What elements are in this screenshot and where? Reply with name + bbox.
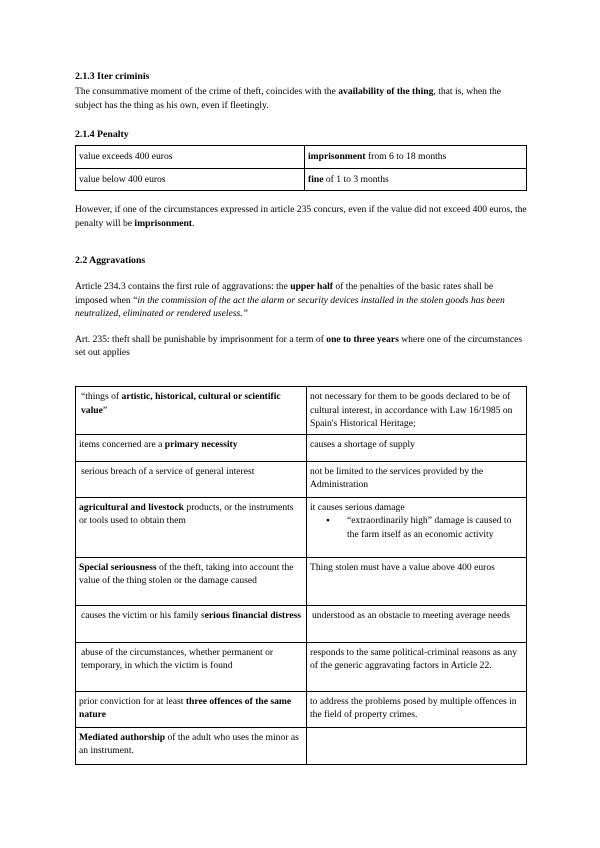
table-row xyxy=(76,605,527,642)
paragraph-article-235: Art. 235: theft shall be punishable by imprisonment for a term of one to three years where one of the circumstances set out applies xyxy=(75,333,523,359)
table-row xyxy=(76,691,527,727)
penalty-table xyxy=(75,145,527,191)
table-row xyxy=(76,168,527,191)
aggravations-table-wrap xyxy=(75,386,527,765)
table-cell: it causes serious damage ● “extraordinarily high” damage is caused to the farm itself as an economic activity xyxy=(307,497,527,557)
table-row xyxy=(76,434,527,461)
table-row xyxy=(76,461,527,497)
table-cell: causes the victim or his family serious financial distress xyxy=(76,605,307,642)
table-cell: responds to the same political-criminal reasons as any of the generic aggravating factors in Article 22. xyxy=(307,642,527,691)
table-cell: “things of artistic, historical, cultural or scientific value” xyxy=(76,387,307,435)
table-row xyxy=(76,387,527,435)
table-row xyxy=(76,145,527,168)
bullet-list xyxy=(310,514,523,541)
table-row xyxy=(76,727,527,764)
list-item: ● “extraordinarily high” damage is caused to the farm itself as an economic activity xyxy=(347,514,523,541)
heading-penalty: 2.1.4 Penalty xyxy=(75,129,129,140)
section-penalty xyxy=(75,128,527,230)
paragraph-penalty-note: However, if one of the circumstances expressed in article 235 concurs, even if the value did not exceed 400 euros, the penalty will be imprisonment. xyxy=(75,204,527,229)
table-cell: serious breach of a service of general interest xyxy=(76,461,307,497)
table-cell: fine of 1 to 3 months xyxy=(305,168,527,191)
table-cell: Thing stolen must have a value above 400 euros xyxy=(307,557,527,605)
table-cell: items concerned are a primary necessity xyxy=(76,434,307,461)
section-aggravations xyxy=(75,254,527,360)
table-cell: not necessary for them to be goods declared to be of cultural interest, in accordance with Law 16/1985 on Spain's Historical Heritage; xyxy=(307,387,527,435)
table-cell: to address the problems posed by multiple offences in the field of property crimes. xyxy=(307,691,527,727)
heading-iter-criminis: 2.1.3 Iter criminis xyxy=(75,71,150,82)
paragraph-iter-criminis: The consummative moment of the crime of theft, coincides with the availability of the thing, that is, when the subject has the thing as his own, even if fleetingly. xyxy=(75,85,502,111)
table-row xyxy=(76,557,527,605)
table-cell: understood as an obstacle to meeting average needs xyxy=(307,605,527,642)
heading-aggravations: 2.2 Aggravations xyxy=(75,255,146,266)
table-cell: causes a shortage of supply xyxy=(307,434,527,461)
table-cell xyxy=(307,727,527,764)
table-cell: prior conviction for at least three offences of the same nature xyxy=(76,691,307,727)
table-cell: Mediated authorship of the adult who uses the minor as an instrument. xyxy=(76,727,307,764)
section-iter-criminis xyxy=(75,70,527,112)
table-cell: agricultural and livestock products, or the instruments or tools used to obtain them xyxy=(76,497,307,557)
table-cell: abuse of the circumstances, whether permanent or temporary, in which the victim is found xyxy=(76,642,307,691)
table-cell: value below 400 euros xyxy=(76,168,305,191)
table-row xyxy=(76,497,527,557)
table-row xyxy=(76,642,527,691)
table-cell: imprisonment from 6 to 18 months xyxy=(305,145,527,168)
table-cell: value exceeds 400 euros xyxy=(76,145,305,168)
paragraph-article-234: Article 234.3 contains the first rule of aggravations: the upper half of the penalties of the basic rates shall be imposed when “in the commission of the act the alarm or security devices installed in the stolen goods has been neutralized, eliminated or rendered useless.” xyxy=(75,280,505,320)
aggravations-table xyxy=(75,386,527,765)
table-cell: Special seriousness of the theft, taking into account the value of the thing stolen or the damage caused xyxy=(76,557,307,605)
table-cell: not be limited to the services provided by the Administration xyxy=(307,461,527,497)
